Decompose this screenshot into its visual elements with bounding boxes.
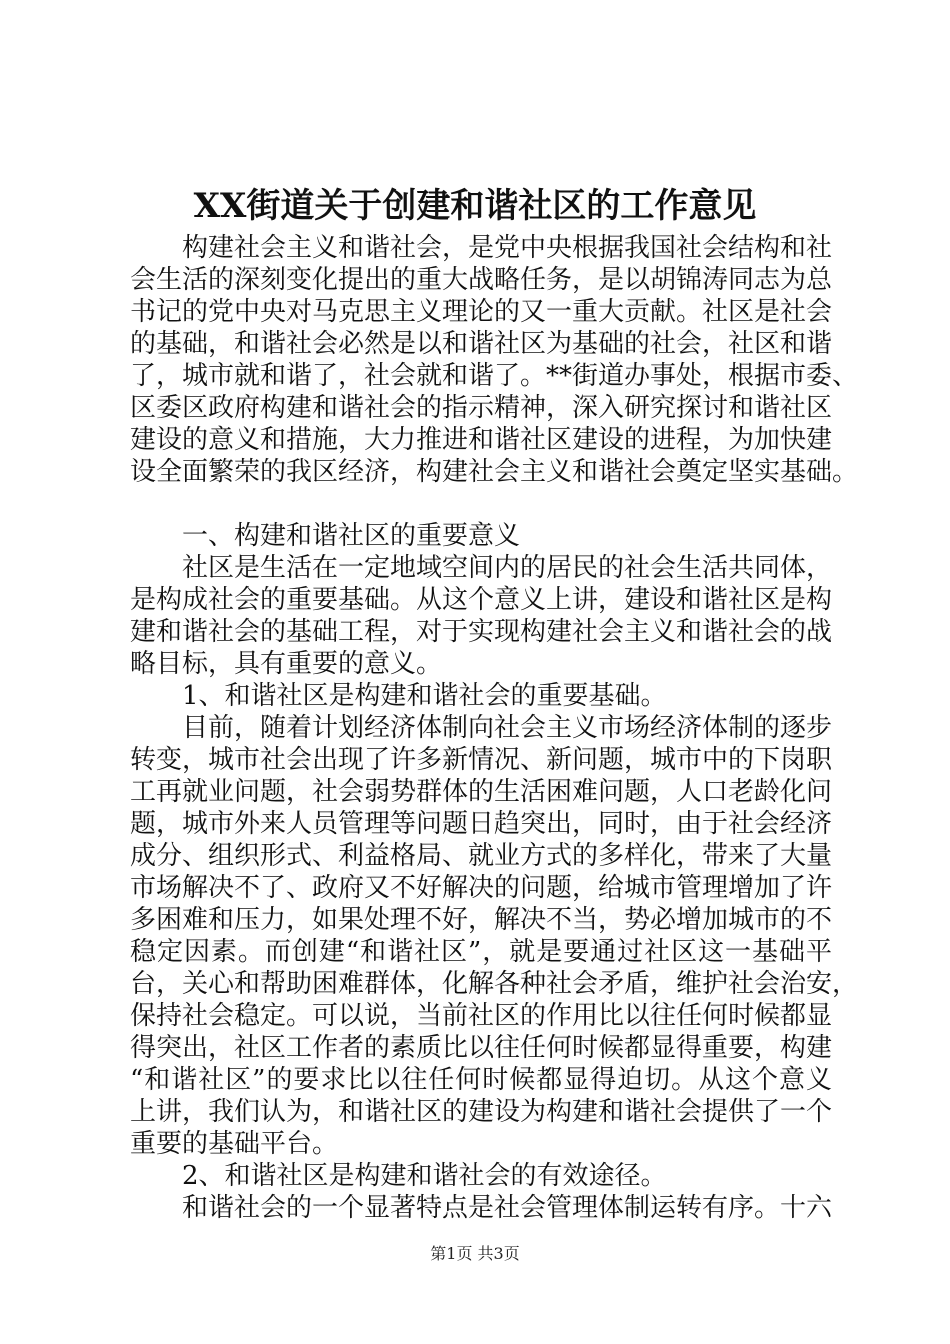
page-number: 第1页 共3页 <box>430 1244 520 1263</box>
subsection-heading: 2、和谐社区是构建和谐社会的有效途径。 <box>182 1161 667 1191</box>
body-line: 区委区政府构建和谐社会的指示精神，深入研究探讨和谐社区 <box>130 393 833 423</box>
section-heading: 一、构建和谐社区的重要意义 <box>182 521 521 551</box>
body-line: 和谐社会的一个显著特点是社会管理体制运转有序。十六 <box>182 1193 833 1223</box>
body-line: 目前，随着计划经济体制向社会主义市场经济体制的逐步 <box>182 713 833 743</box>
body-line: 市场解决不了、政府又不好解决的问题，给城市管理增加了许 <box>130 873 833 903</box>
body-line: 设全面繁荣的我区经济，构建社会主义和谐社会奠定坚实基础。 <box>130 457 859 487</box>
body-line: 工再就业问题，社会弱势群体的生活困难问题，人口老龄化问 <box>130 777 833 807</box>
body-line: 建和谐社会的基础工程，对于实现构建社会主义和谐社会的战 <box>130 617 833 647</box>
body-line: 转变，城市社会出现了许多新情况、新问题，城市中的下岗职 <box>130 745 833 775</box>
body-line: 得突出，社区工作者的素质比以往任何时候都显得重要，构建 <box>130 1033 833 1063</box>
body-line: 保持社会稳定。可以说，当前社区的作用比以往任何时候都显 <box>130 1001 833 1031</box>
body-line: 社区是生活在一定地域空间内的居民的社会生活共同体， <box>182 553 833 583</box>
document-body <box>130 232 859 1224</box>
body-line: 重要的基础平台。 <box>130 1129 339 1159</box>
body-line: 建设的意义和措施，大力推进和谐社区建设的进程，为加快建 <box>130 425 833 455</box>
document-title: XX街道关于创建和谐社区的工作意见 <box>193 186 757 226</box>
body-line: 书记的党中央对马克思主义理论的又一重大贡献。社区是社会 <box>130 297 833 327</box>
body-line: 会生活的深刻变化提出的重大战略任务，是以胡锦涛同志为总 <box>130 265 833 295</box>
body-line: 的基础，和谐社会必然是以和谐社区为基础的社会，社区和谐 <box>130 329 833 359</box>
body-line: 成分、组织形式、利益格局、就业方式的多样化，带来了大量 <box>130 841 833 871</box>
body-line: 构建社会主义和谐社会，是党中央根据我国社会结构和社 <box>182 233 833 263</box>
body-line: 稳定因素。而创建“和谐社区”，就是要通过社区这一基础平 <box>130 937 832 967</box>
body-line: 台，关心和帮助困难群体，化解各种社会矛盾，维护社会治安， <box>130 969 859 999</box>
body-line: “和谐社区”的要求比以往任何时候都显得迫切。从这个意义 <box>130 1065 832 1095</box>
body-line: 是构成社会的重要基础。从这个意义上讲，建设和谐社区是构 <box>130 585 833 615</box>
body-line: 略目标，具有重要的意义。 <box>130 649 443 679</box>
body-line: 题，城市外来人员管理等问题日趋突出，同时，由于社会经济 <box>130 809 833 839</box>
subsection-heading: 1、和谐社区是构建和谐社会的重要基础。 <box>182 681 667 711</box>
body-line: 了，城市就和谐了，社会就和谐了。**街道办事处，根据市委、 <box>130 361 859 391</box>
paragraph-spacer <box>130 488 832 520</box>
body-line: 上讲，我们认为，和谐社区的建设为构建和谐社会提供了一个 <box>130 1097 833 1127</box>
body-line: 多困难和压力，如果处理不好，解决不当，势必增加城市的不 <box>130 905 833 935</box>
